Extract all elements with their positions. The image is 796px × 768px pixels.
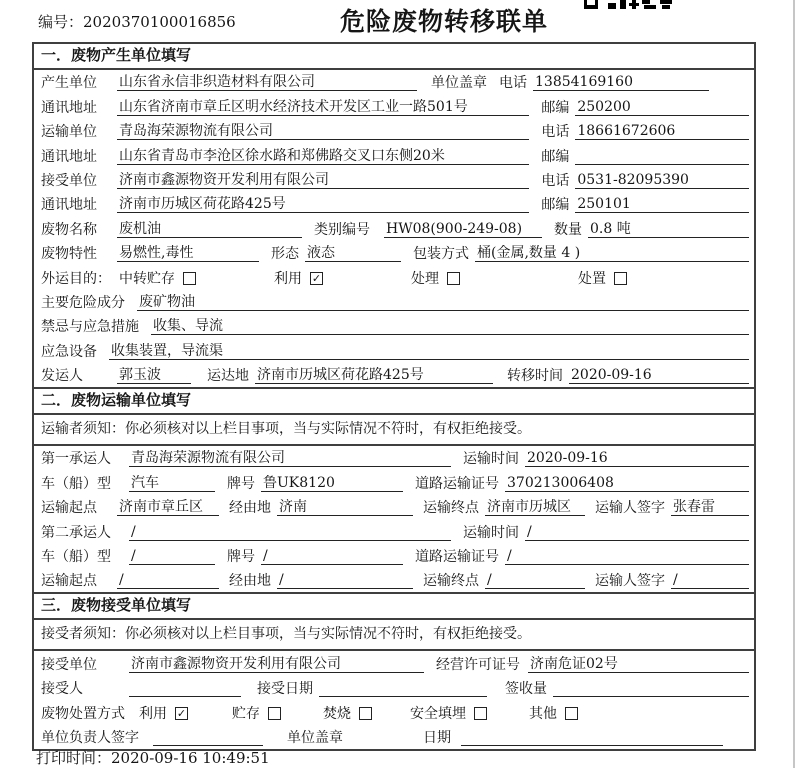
checkbox-unchecked-icon	[268, 707, 281, 720]
accept-date-label: 接受日期	[257, 681, 313, 698]
row-vehicle1	[34, 470, 754, 494]
disposal-option-reuse	[139, 706, 188, 722]
transporter-notice: 运输者须知：你必须核对以上栏目事项，当与实际情况不符时，有权拒绝接受。	[34, 415, 754, 446]
via2-value: /	[277, 572, 413, 589]
purpose-option-dispose	[578, 271, 627, 287]
plate2-label: 牌号	[227, 549, 255, 566]
receiver-unit-label: 接受单位	[41, 172, 97, 189]
disposal-option-label: 利用	[139, 705, 167, 722]
producer-phone-label: 电话	[499, 75, 527, 92]
receiver-seal-label: 单位盖章	[287, 729, 343, 746]
origin2-value: /	[117, 572, 219, 589]
transfer-time-value: 2020-09-16	[569, 367, 749, 384]
row-producer-unit	[34, 70, 754, 94]
row-waste-name	[34, 216, 754, 240]
packing-label: 包装方式	[413, 246, 469, 263]
receiver-address-value: 济南市历城区荷花路425号	[117, 196, 529, 213]
category-code-label: 类别编号	[314, 221, 370, 238]
receiver-address-label: 通讯地址	[41, 197, 97, 214]
transfer-time-label: 转移时间	[507, 368, 563, 385]
taboo-measures-label: 禁忌与应急措施	[41, 319, 139, 336]
vehicle-type1-value: 汽车	[129, 475, 215, 492]
waste-traits-value: 易燃性,毒性	[117, 245, 259, 262]
row-transport-unit	[34, 119, 754, 143]
vehicle-type2-label: 车（船）型	[41, 549, 111, 566]
row-transport-address	[34, 143, 754, 167]
endpoint2-label: 运输终点	[423, 573, 479, 590]
row-receiver-address	[34, 192, 754, 216]
second-carrier-value: /	[129, 524, 451, 541]
road-permit1-value: 370213006408	[505, 475, 749, 492]
producer-unit-value: 山东省永信非织造材料有限公司	[117, 74, 417, 91]
section-receiver-heading: 三．废物接受单位填写	[34, 594, 754, 620]
row-first-carrier	[34, 446, 754, 470]
second-carrier-label: 第二承运人	[41, 524, 111, 541]
transport-time2-label: 运输时间	[463, 524, 519, 541]
taboo-measures-value: 收集、导流	[151, 318, 749, 335]
first-carrier-label: 第一承运人	[41, 451, 111, 468]
purpose-option-label: 处理	[411, 270, 439, 287]
transport-time1-label: 运输时间	[463, 451, 519, 468]
origin2-label: 运输起点	[41, 573, 97, 590]
plate2-value: /	[261, 548, 403, 565]
transport-address-value: 山东省青岛市李沧区徐水路和郑佛路交叉口东侧20米	[117, 148, 529, 165]
disposal-option-incinerate	[323, 706, 372, 722]
row-shipper	[34, 363, 754, 387]
accepting-unit-value: 济南市鑫源物资开发利用有限公司	[129, 656, 424, 673]
row-head-signature	[34, 725, 754, 749]
page-edge-divider	[793, 0, 795, 768]
section-transporter	[34, 387, 754, 592]
receiver-notice: 接受者须知：你必须核对以上栏目事项，当与实际情况不符时，有权拒绝接受。	[34, 620, 754, 651]
via2-label: 经由地	[229, 573, 271, 590]
checkbox-unchecked-icon	[614, 272, 627, 285]
emergency-equipment-label: 应急设备	[41, 343, 97, 360]
category-code-value: HW08(900-249-08)	[384, 221, 542, 238]
accept-date-value	[319, 680, 487, 697]
receiver-phone-label: 电话	[541, 172, 570, 189]
producer-unit-label: 产生单位	[41, 75, 97, 92]
waste-name-value: 废机油	[117, 221, 302, 238]
checkbox-unchecked-icon	[565, 707, 578, 720]
receiver-zip-label: 邮编	[541, 197, 570, 214]
disposal-option-label: 安全填埋	[410, 705, 466, 722]
shipper-value: 郭玉波	[117, 367, 191, 384]
accepting-person-value	[129, 680, 241, 697]
endpoint1-label: 运输终点	[423, 500, 479, 517]
producer-zip-value: 250200	[575, 99, 749, 116]
checkbox-unchecked-icon	[183, 272, 196, 285]
carrier-sign2-label: 运输人签字	[595, 573, 665, 590]
row-route2	[34, 568, 754, 592]
transport-time1-value: 2020-09-16	[525, 450, 749, 467]
checkbox-checked-icon: ✓	[176, 707, 187, 721]
head-signature-value	[153, 729, 263, 746]
transport-zip-label: 邮编	[541, 148, 570, 165]
waste-form-label: 形态	[271, 246, 299, 263]
quantity-label: 数量	[554, 221, 582, 238]
section-producer	[34, 44, 754, 387]
print-time	[36, 747, 270, 768]
receive-date-label: 日期	[423, 729, 451, 746]
purpose-option-label: 利用	[274, 270, 302, 287]
business-license-value: 济南危证02号	[528, 656, 749, 673]
endpoint1-value: 济南市历城区	[485, 499, 585, 516]
producer-address-value: 山东省济南市章丘区明水经济技术开发区工业一路501号	[117, 99, 529, 116]
producer-phone-value: 13854169160	[533, 74, 709, 91]
destination-value: 济南市历城区荷花路425号	[255, 367, 493, 384]
destination-label: 运达地	[207, 368, 249, 385]
manifest-form	[32, 42, 756, 751]
quantity-value: 0.8 吨	[588, 221, 749, 238]
disposal-option-other	[529, 706, 578, 722]
origin1-label: 运输起点	[41, 500, 97, 517]
print-time-label: 打印时间：	[36, 749, 112, 767]
business-license-label: 经营许可证号	[436, 656, 520, 673]
hazard-components-label: 主要危险成分	[41, 294, 125, 311]
page-title: 危险废物转移联单	[339, 7, 548, 36]
carrier-sign1-value: 张春雷	[671, 499, 749, 516]
transport-unit-value: 青岛海荣源物流有限公司	[117, 123, 529, 140]
endpoint2-value: /	[485, 572, 585, 589]
signed-amount-label: 签收量	[505, 681, 547, 698]
receiver-phone-value: 0531-82095390	[575, 172, 749, 189]
accepting-unit-label: 接受单位	[41, 656, 97, 673]
emergency-equipment-value: 收集装置，导流渠	[109, 343, 749, 360]
accepting-person-label: 接受人	[41, 681, 83, 698]
plate1-value: 鲁UK8120	[261, 475, 403, 492]
carrier-sign2-value: /	[671, 572, 749, 589]
transport-phone-label: 电话	[541, 124, 570, 141]
hazard-components-value: 废矿物油	[137, 294, 749, 311]
signed-amount-value	[553, 680, 749, 697]
purpose-option-treat	[411, 271, 460, 287]
section-producer-heading: 一．废物产生单位填写	[34, 44, 754, 70]
row-emergency-equipment	[34, 338, 754, 362]
purpose-option-reuse	[274, 271, 323, 287]
row-disposal-method	[34, 700, 754, 724]
checkbox-unchecked-icon	[359, 707, 372, 720]
plate1-label: 牌号	[227, 475, 255, 492]
via1-label: 经由地	[229, 500, 271, 517]
transfer-purpose-label: 外运目的：	[41, 270, 111, 287]
row-hazard-components	[34, 290, 754, 314]
row-second-carrier	[34, 519, 754, 543]
waste-name-label: 废物名称	[41, 221, 97, 238]
qr-code-fragment-icon	[584, 0, 676, 9]
head-signature-label: 单位负责人签字	[41, 729, 139, 746]
producer-zip-label: 邮编	[541, 99, 570, 116]
checkbox-unchecked-icon	[447, 272, 460, 285]
transport-time2-value: /	[525, 524, 749, 541]
shipper-label: 发运人	[41, 368, 83, 385]
print-time-value: 2020-09-16 10:49:51	[111, 749, 270, 767]
disposal-option-landfill	[410, 706, 487, 722]
disposal-option-label: 贮存	[232, 705, 260, 722]
transport-zip-value	[575, 148, 749, 165]
row-accepting-unit	[34, 651, 754, 675]
purpose-option-label: 中转贮存	[119, 270, 175, 287]
road-permit1-label: 道路运输证号	[415, 475, 499, 492]
row-route1	[34, 495, 754, 519]
via1-value: 济南	[277, 499, 413, 516]
transport-unit-label: 运输单位	[41, 124, 97, 141]
disposal-option-label: 焚烧	[323, 705, 351, 722]
waste-form-value: 液态	[305, 245, 401, 262]
row-vehicle2	[34, 544, 754, 568]
receiver-zip-value: 250101	[575, 196, 749, 213]
purpose-option-label: 处置	[578, 270, 606, 287]
section-receiver	[34, 592, 754, 749]
checkbox-unchecked-icon	[474, 707, 487, 720]
unit-seal-label: 单位盖章	[431, 75, 487, 92]
purpose-option-storage	[119, 271, 196, 287]
waste-traits-label: 废物特性	[41, 246, 97, 263]
manifest-number-value: 2020370100016856	[83, 13, 236, 31]
transport-phone-value: 18661672606	[575, 123, 749, 140]
row-waste-traits	[34, 241, 754, 265]
disposal-method-label: 废物处置方式	[41, 705, 125, 722]
row-producer-address	[34, 94, 754, 118]
road-permit2-label: 道路运输证号	[415, 549, 499, 566]
first-carrier-value: 青岛海荣源物流有限公司	[129, 450, 451, 467]
receive-date-value	[461, 729, 723, 746]
transport-address-label: 通讯地址	[41, 148, 97, 165]
receiver-unit-value: 济南市鑫源物资开发利用有限公司	[117, 172, 529, 189]
row-receiver-unit	[34, 168, 754, 192]
producer-address-label: 通讯地址	[41, 99, 97, 116]
row-taboo-measures	[34, 314, 754, 338]
origin1-value: 济南市章丘区	[117, 499, 219, 516]
section-transporter-heading: 二．废物运输单位填写	[34, 389, 754, 415]
packing-value: 桶(金属,数量 4 )	[475, 245, 749, 262]
row-accepting-person	[34, 676, 754, 700]
vehicle-type1-label: 车（船）型	[41, 475, 111, 492]
road-permit2-value: /	[505, 548, 749, 565]
manifest-number-label: 编号：	[38, 13, 84, 31]
row-transfer-purpose	[34, 265, 754, 289]
checkbox-checked-icon: ✓	[311, 272, 322, 286]
disposal-option-storage	[232, 706, 281, 722]
carrier-sign1-label: 运输人签字	[595, 500, 665, 517]
vehicle-type2-value: /	[129, 548, 215, 565]
disposal-option-label: 其他	[529, 705, 557, 722]
